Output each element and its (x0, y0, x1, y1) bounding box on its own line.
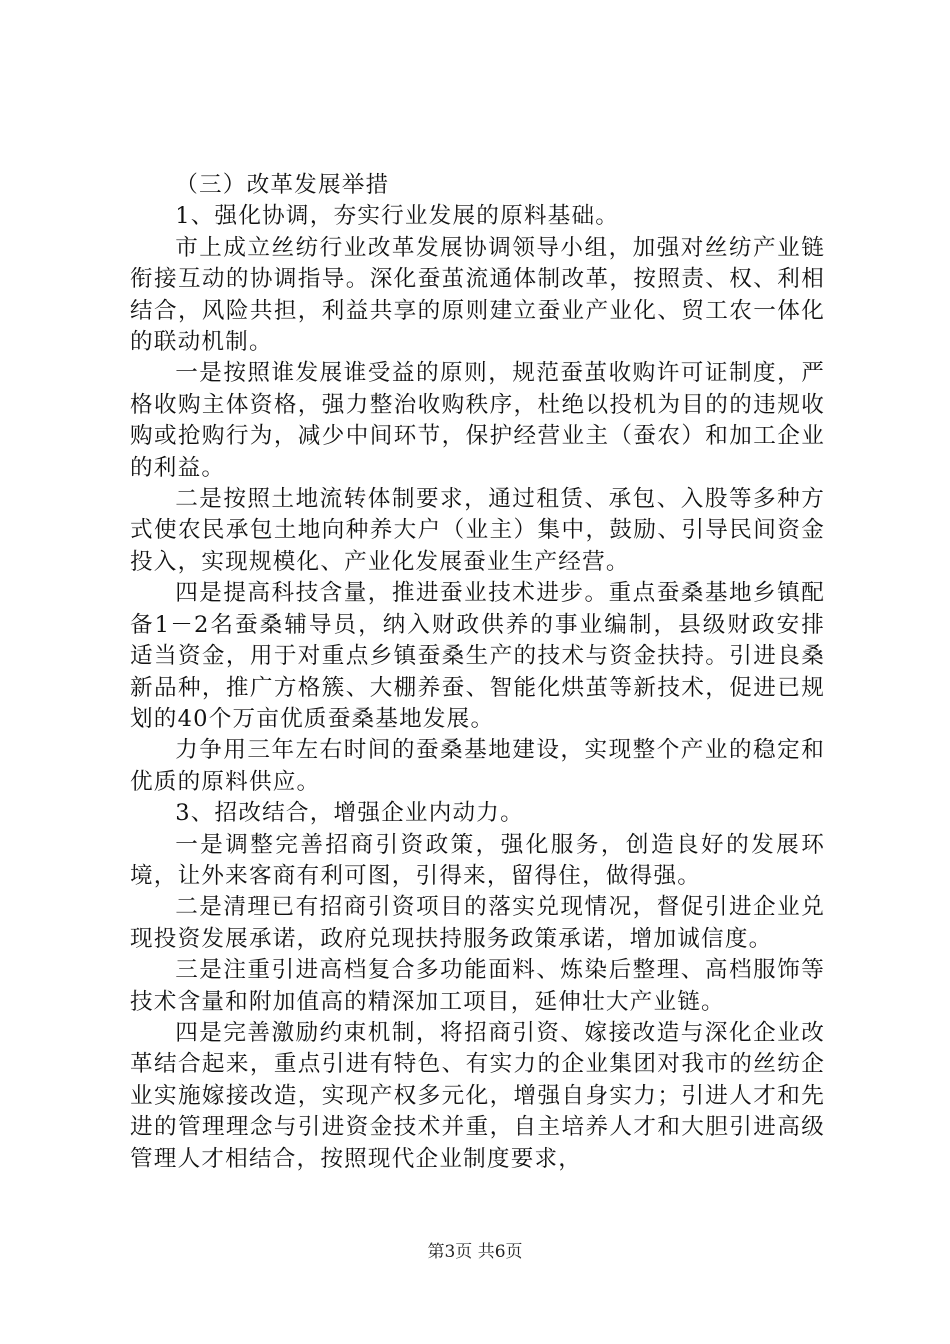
paragraph-investment-2: 二是清理已有招商引资项目的落实兑现情况，督促引进企业兑现投资发展承诺，政府兑现扶持服务政策承诺，增加诚信度。 (130, 894, 825, 952)
subsection-heading-3: 3、招改结合，增强企业内动力。 (175, 800, 524, 827)
paragraph-item-2: 二是按照土地流转体制要求，通过租赁、承包、入股等多种方式使农民承包土地向种养大户（业主）集中，鼓励、引导民间资金投入，实现规模化、产业化发展蚕业生产经营。 (130, 486, 825, 575)
paragraph-investment-1: 一是调整完善招商引资政策，强化服务，创造良好的发展环境，让外来客商有利可图，引得来，留得住，做得强。 (130, 831, 825, 889)
subsection-heading-1: 1、强化协调，夯实行业发展的原料基础。 (175, 203, 620, 230)
document-body (130, 170, 825, 1175)
paragraph-investment-3: 三是注重引进高档复合多功能面料、炼染后整理、高档服饰等技术含量和附加值高的精深加工项目，延伸壮大产业链。 (130, 957, 825, 1015)
paragraph-coordination: 市上成立丝纺行业改革发展协调领导小组，加强对丝纺产业链衔接互动的协调指导。深化蚕茧流通体制改革，按照责、权、利相结合，风险共担，利益共享的原则建立蚕业产业化、贸工农一体化的联动机制。 (130, 234, 825, 356)
paragraph-investment-4: 四是完善激励约束机制，将招商引资、嫁接改造与深化企业改革结合起来，重点引进有特色、有实力的企业集团对我市的丝纺企业实施嫁接改造，实现产权多元化，增强自身实力；引进人才和先进的管理理念与引进资金技术并重，自主培养人才和大胆引进高级管理人才相结合，按照现代企业制度要求， (130, 1019, 825, 1172)
page-number-footer: 第3页 共6页 (427, 1242, 523, 1262)
paragraph-item-1: 一是按照谁发展谁受益的原则，规范蚕茧收购许可证制度，严格收购主体资格，强力整治收购秩序，杜绝以投机为目的的违规收购或抢购行为，减少中间环节，保护经营业主（蚕农）和加工企业的利益。 (130, 360, 825, 481)
section-heading: （三）改革发展举措 (175, 172, 390, 198)
paragraph-goal: 力争用三年左右时间的蚕桑基地建设，实现整个产业的稳定和优质的原料供应。 (130, 737, 825, 795)
paragraph-item-4: 四是提高科技含量，推进蚕业技术进步。重点蚕桑基地乡镇配备1－2名蚕桑辅导员，纳入财政供养的事业编制，县级财政安排适当资金，用于对重点乡镇蚕桑生产的技术与资金扶持。引进良桑新品种，推广方格簇、大棚养蚕、智能化烘茧等新技术，促进已规划的40个万亩优质蚕桑基地发展。 (130, 580, 825, 732)
